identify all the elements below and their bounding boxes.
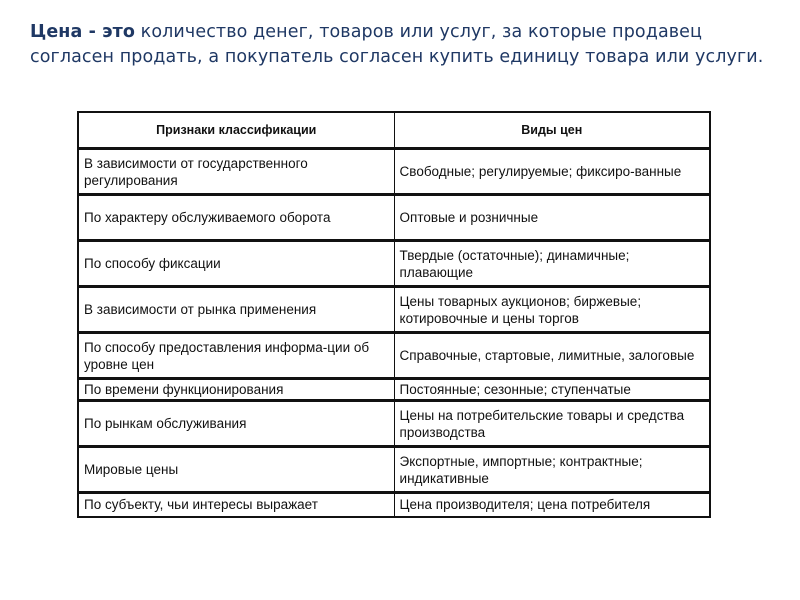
classification-sign-cell: По времени функционирования xyxy=(78,379,394,401)
price-classification-table xyxy=(77,111,711,518)
definition-eto: это xyxy=(102,22,135,42)
classification-sign-cell: По рынкам обслуживания xyxy=(78,401,394,447)
price-type-cell: Постоянные; сезонные; ступенчатые xyxy=(394,379,710,401)
price-type-cell: Экспортные, импортные; контрактные; индикативные xyxy=(394,447,710,493)
table-body xyxy=(78,149,710,517)
price-type-cell: Свободные; регулируемые; фиксиро-ванные xyxy=(394,149,710,195)
definition-text: количество денег, товаров или услуг, за которые продавец согласен продать, а покупатель согласен купить единицу товара или услуги. xyxy=(30,22,764,67)
price-type-cell: Цены товарных аукционов; биржевые; котировочные и цены торгов xyxy=(394,287,710,333)
price-type-cell: Цены на потребительские товары и средства производства xyxy=(394,401,710,447)
classification-sign-cell: По субъекту, чьи интересы выражает xyxy=(78,493,394,517)
header-price-types: Виды цен xyxy=(394,112,710,149)
price-type-cell: Справочные, стартовые, лимитные, залоговые xyxy=(394,333,710,379)
table-row xyxy=(78,333,710,379)
price-type-cell: Цена производителя; цена потребителя xyxy=(394,493,710,517)
header-classification-signs: Признаки классификации xyxy=(78,112,394,149)
table-row xyxy=(78,401,710,447)
table-row xyxy=(78,379,710,401)
table-row xyxy=(78,241,710,287)
definition-dash: - xyxy=(82,22,103,42)
definition-term: Цена xyxy=(30,22,83,42)
table-row xyxy=(78,493,710,517)
classification-sign-cell: По характеру обслуживаемого оборота xyxy=(78,195,394,241)
table-row xyxy=(78,447,710,493)
classification-sign-cell: В зависимости от государственного регулирования xyxy=(78,149,394,195)
table-row xyxy=(78,149,710,195)
classification-sign-cell: В зависимости от рынка применения xyxy=(78,287,394,333)
price-type-cell: Твердые (остаточные); динамичные; плавающие xyxy=(394,241,710,287)
table-header-row xyxy=(78,112,710,149)
table-row xyxy=(78,287,710,333)
table-row xyxy=(78,195,710,241)
classification-sign-cell: По способу фиксации xyxy=(78,241,394,287)
definition-paragraph xyxy=(30,20,780,70)
classification-sign-cell: Мировые цены xyxy=(78,447,394,493)
price-type-cell: Оптовые и розничные xyxy=(394,195,710,241)
classification-sign-cell: По способу предоставления информа-ции об уровне цен xyxy=(78,333,394,379)
